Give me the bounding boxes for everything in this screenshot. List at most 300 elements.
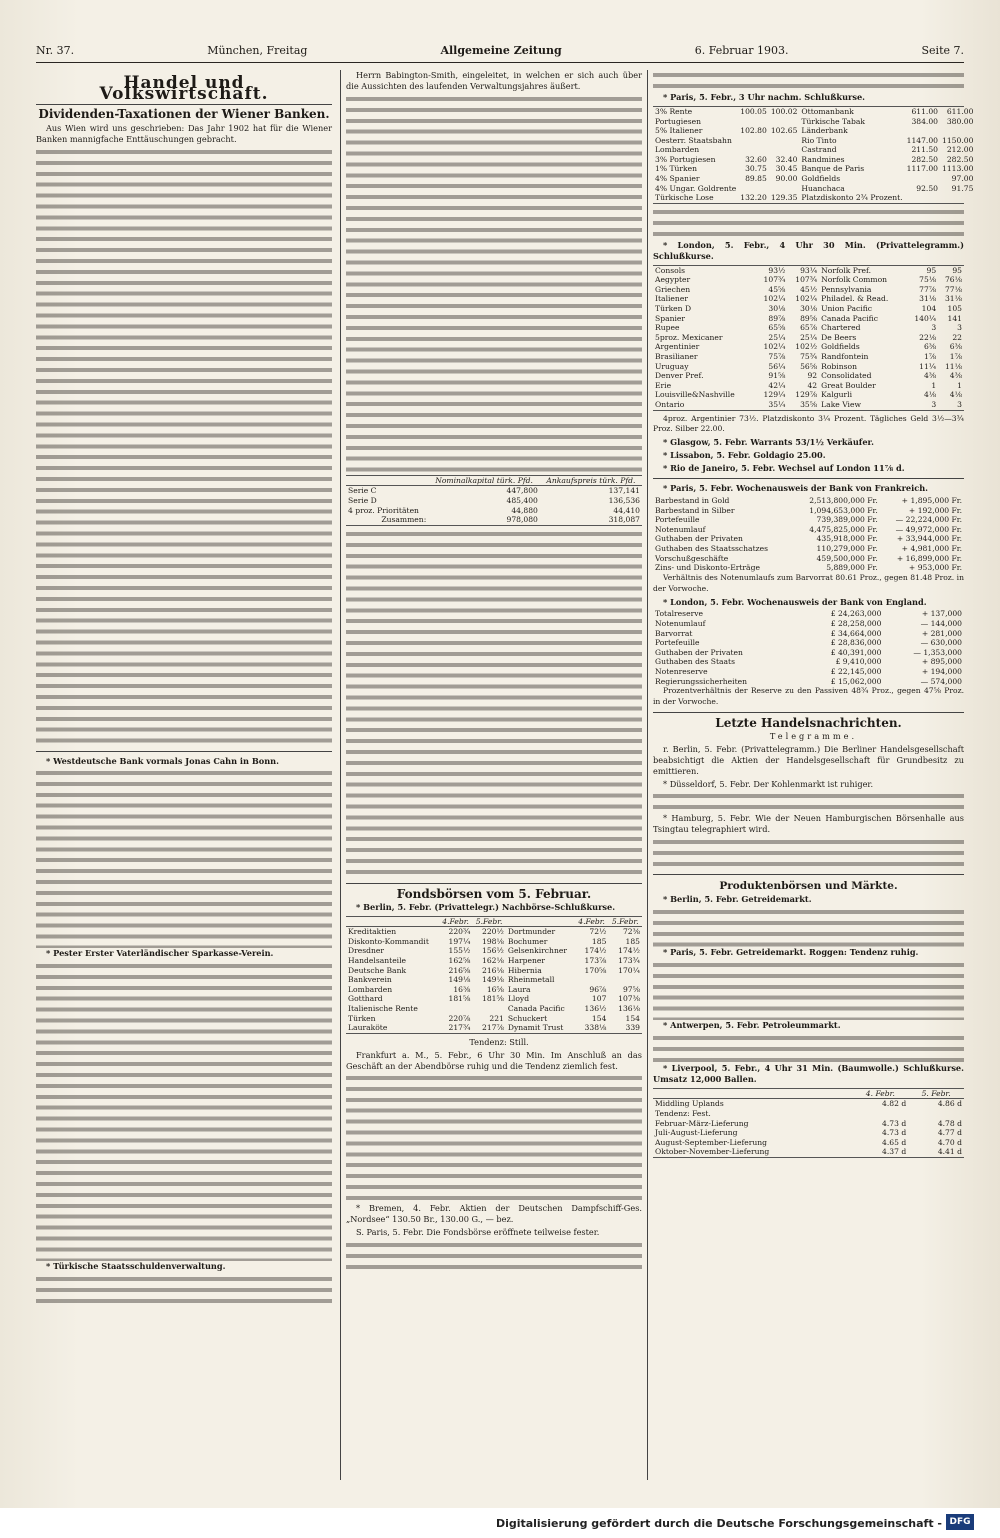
table-cell: Spanier: [655, 313, 686, 323]
table-cell: 42¼: [768, 380, 786, 390]
table-cell: + 895,000: [921, 657, 962, 667]
table-cell: Norfolk Pref.: [821, 265, 871, 275]
table-row: Zusammen: 978,080 318,087: [381, 515, 640, 525]
table-cell: Great Boulder: [821, 380, 876, 390]
table-cell: + 192,000 Fr.: [908, 505, 962, 515]
note-heading: * Westdeutsche Bank vormals Jonas Cahn in Bonn.: [46, 755, 279, 766]
table-cell: + 16,899,000 Fr.: [896, 553, 962, 563]
table-row: [653, 164, 975, 174]
table-cell: 95: [952, 265, 962, 275]
table-row: [653, 1109, 964, 1119]
table-cell: Canada Pacific: [507, 1003, 565, 1013]
table-cell: 4% Spanier: [655, 174, 700, 184]
table-cell: 4⅜: [923, 371, 937, 381]
table-cell: Dresdner: [348, 946, 384, 956]
table-cell: 435,918,000 Fr.: [816, 534, 878, 544]
paris-note: S. Paris, 5. Febr. Die Fondsbörse eröffnete teilweise fester.: [356, 1227, 600, 1238]
table-cell: 162⅛: [482, 955, 504, 965]
table-cell: 25¼: [800, 332, 818, 342]
table-cell: + 4,981,000 Fr.: [901, 543, 962, 553]
note-heading: * Türkische Staatsschuldenverwaltung.: [46, 1261, 226, 1272]
table-cell: 102¼: [795, 294, 818, 304]
paris-table: [653, 106, 974, 204]
table-cell: 3% Portugiesen: [655, 154, 716, 164]
table-cell: [738, 145, 769, 155]
table-cell: Canada Pacific: [821, 313, 878, 323]
table-cell: 149⅛: [482, 975, 504, 985]
table-cell: Aegypter: [655, 275, 691, 285]
table-cell: 56⅝: [800, 361, 818, 371]
table-header: 5. Febr.: [908, 1089, 964, 1099]
london-heading: * London, 5. Febr., 4 Uhr 30 Min. (Privattelegramm.) Schlußkurse.: [653, 239, 964, 261]
divider: [36, 751, 332, 752]
table-cell: — 144,000: [920, 619, 962, 629]
table-cell: 174½: [584, 946, 607, 956]
table-cell: Kalgurli: [821, 390, 852, 400]
table-cell: 93½: [768, 265, 786, 275]
rio-text: * Rio de Janeiro, 5. Febr. Wechsel auf London 11⅞ d.: [663, 463, 905, 474]
table-cell: 89⅞: [768, 313, 786, 323]
table-cell: Zins- und Diskonto-Erträge: [655, 563, 760, 573]
table-row: [653, 648, 964, 658]
table-row: [653, 563, 964, 573]
table-cell: 102.65: [770, 126, 798, 136]
table-cell: 132.20: [740, 193, 767, 203]
table-row: [653, 342, 964, 352]
table-cell: 129⅞: [795, 390, 818, 400]
table-cell: £ 34,664,000: [830, 628, 882, 638]
table-cell: [769, 145, 800, 155]
table-header: [346, 476, 428, 486]
bond-table: [346, 475, 642, 526]
table-cell: Dortmunder: [507, 927, 556, 937]
table-cell: August-September-Lieferung: [655, 1137, 768, 1147]
table-cell: Ottomanbank: [801, 106, 854, 116]
column-divider: [647, 70, 648, 1480]
table-row: [653, 362, 964, 372]
table-cell: 185: [625, 936, 640, 946]
berlin-grain: * Berlin, 5. Febr. Getreidemarkt.: [663, 894, 812, 905]
issue-number: Nr. 37.: [36, 44, 75, 57]
table-cell: 3: [931, 323, 937, 333]
hamburg-telegram: * Hamburg, 5. Febr. Wie der Neuen Hamburgischen Börsenhalle aus Tsingtau telegraphiert wird.: [653, 813, 964, 835]
table-cell: Türkische Tabak: [801, 116, 865, 126]
table-cell: 1,094,653,000 Fr.: [809, 505, 878, 515]
bank-london-footnote: Prozentverhältnis der Reserve zu den Passiven 48¾ Proz., gegen 47⅝ Proz. in der Vorwoche.: [653, 686, 964, 707]
article-body: [346, 1073, 642, 1203]
bremen-text: * Bremen, 4. Febr. Aktien der Deutschen Dampfschiff-Ges. „Nordsee“ 130.50 Br., 130.00 G., — bez.: [346, 1203, 642, 1225]
table-cell: Lauraköte: [348, 1023, 388, 1033]
table-cell: Guthaben des Staats: [655, 657, 736, 667]
table-cell: 181⅝: [482, 994, 504, 1004]
table-row: [653, 117, 975, 127]
table-cell: 384.00: [911, 116, 939, 126]
table-cell: Robinson: [821, 361, 857, 371]
article-body: [653, 207, 964, 240]
table-cell: 173⅞: [584, 955, 607, 965]
table-cell: 181⅝: [448, 994, 471, 1004]
page-number: Seite 7.: [921, 44, 964, 57]
table-row: [346, 994, 642, 1004]
divider: [653, 712, 964, 713]
table-cell: Gotthard: [348, 994, 383, 1004]
table-cell: De Beers: [821, 332, 857, 342]
frankfurt-text: Frankfurt a. M., 5. Febr., 6 Uhr 30 Min. Im Anschluß an das Geschäft an der Abendbörse ruhig und die Tendenz ziemlich fest.: [346, 1049, 642, 1071]
table-cell: 6⅜: [923, 342, 937, 352]
table-cell: Rheinmetall: [507, 975, 555, 985]
table-cell: Union Pacific: [821, 304, 873, 314]
table-cell: 4.82 d: [882, 1099, 907, 1109]
table-cell: 102.80: [740, 126, 767, 136]
table-cell: Februar-März-Lieferung: [655, 1118, 749, 1128]
table-cell: 91⅝: [768, 371, 786, 381]
table-cell: 105: [947, 304, 962, 314]
table-row: [346, 946, 642, 956]
table-cell: Guthaben der Privaten: [655, 534, 743, 544]
article-body: [346, 94, 642, 472]
table-cell: Bankverein: [348, 975, 392, 985]
table-row: [653, 667, 964, 677]
table-cell: 174½: [618, 946, 640, 956]
table-row: [653, 657, 964, 667]
table-row: [653, 107, 975, 117]
table-cell: Türken D: [655, 304, 692, 314]
london-footnote: 4proz. Argentinier 73½. Platzdiskonto 3¼ Prozent. Tägliches Geld 3½—3¾ Proz. Silber 22.00.: [653, 413, 964, 434]
table-row: [653, 400, 964, 410]
table-cell: 102¼: [763, 342, 786, 352]
table-cell: 154: [625, 1013, 640, 1023]
table-cell: 93¼: [800, 265, 818, 275]
cotton-table: [653, 1088, 964, 1158]
table-cell: £ 24,263,000: [830, 609, 882, 619]
divider: [653, 874, 964, 875]
header-rule: [36, 62, 964, 63]
table-cell: 217¾: [448, 1023, 471, 1033]
paris-heading: * Paris, 5. Febr., 3 Uhr nachm. Schlußkurse.: [663, 92, 866, 102]
bank-paris-footnote: Verhältnis des Notenumlaufs zum Barvorrat 80.61 Proz., gegen 81.48 Proz. in der Vorwoche.: [653, 572, 964, 593]
table-cell: 4.65 d: [882, 1137, 907, 1147]
table-row: [653, 352, 964, 362]
article-body: [346, 529, 642, 879]
table-cell: Handelsanteile: [348, 955, 407, 965]
products-title: Produktenbörsen und Märkte.: [719, 880, 898, 893]
table-cell: [472, 1004, 506, 1014]
table-cell: 102½: [795, 342, 818, 352]
duesseldorf-telegram: * Düsseldorf, 5. Febr. Der Kohlenmarkt ist ruhiger.: [663, 778, 874, 789]
table-cell: 22⅛: [919, 332, 937, 342]
table-cell: Guthaben der Privaten: [655, 647, 743, 657]
table-cell: Banque de Paris: [801, 164, 865, 174]
table-row: [653, 1119, 964, 1129]
table-cell: Länderbank: [801, 126, 848, 136]
table-row: [346, 975, 642, 985]
table-cell: 282.50: [911, 154, 939, 164]
table-cell: 32.40: [775, 154, 798, 164]
bank-paris-table: [653, 496, 964, 573]
table-row: [653, 544, 964, 554]
table-cell: 282.50: [946, 154, 974, 164]
note-body: [36, 1274, 332, 1308]
article-body: [653, 907, 964, 947]
table-row: Serie C 447,800 137,141: [348, 486, 640, 496]
london-table: [653, 265, 964, 411]
table-cell: 97⅝: [622, 984, 640, 994]
divider: [36, 104, 332, 105]
berlin-heading: * Berlin, 5. Febr. (Privattelegr.) Nachbörse-Schlußkurse.: [356, 901, 616, 912]
table-cell: 104: [921, 304, 937, 314]
dfg-logo: DFG: [946, 1514, 974, 1530]
table-cell: Bochumer: [507, 936, 548, 946]
article-body: [346, 1240, 642, 1270]
table-cell: £ 28,258,000: [830, 619, 882, 629]
table-cell: Dynamit Trust: [507, 1023, 564, 1033]
table-cell: 3: [957, 323, 962, 333]
table-cell: Portugiesen: [655, 116, 702, 126]
table-cell: 338⅛: [584, 1023, 607, 1033]
table-cell: 155½: [448, 946, 471, 956]
table-cell: Lloyd: [507, 994, 530, 1004]
table-header: 5.Febr.: [472, 917, 506, 927]
table-cell: Rio Tinto: [801, 135, 837, 145]
table-cell: 22: [952, 332, 962, 342]
issue-date: 6. Februar 1903.: [694, 44, 789, 57]
glasgow-text: * Glasgow, 5. Febr. Warrants 53/1½ Verkäufer.: [663, 437, 874, 448]
table-row: [653, 145, 975, 155]
table-cell: [905, 193, 940, 203]
column-2: [346, 70, 642, 1270]
table-cell: + 1,895,000 Fr.: [901, 496, 962, 505]
table-cell: 459,500,000 Fr.: [816, 553, 878, 563]
table-cell: 220¾: [448, 927, 471, 937]
table-cell: Middling Uplands: [655, 1099, 724, 1109]
table-row: [653, 174, 975, 184]
table-row: [653, 1099, 964, 1109]
table-row: [653, 323, 964, 333]
table-cell: 611.00: [946, 106, 974, 116]
table-cell: Chartered: [821, 323, 861, 333]
table-cell: + 137,000: [921, 609, 962, 619]
article-body: [653, 791, 964, 813]
table-cell: [769, 136, 800, 146]
table-row: [346, 956, 642, 966]
table-row: [653, 294, 964, 304]
table-row: [653, 314, 964, 324]
table-row: [653, 534, 964, 544]
table-cell: [769, 184, 800, 194]
table-cell: Rupee: [655, 323, 680, 333]
table-cell: 170¼: [618, 965, 640, 975]
table-header: 5.Febr.: [608, 917, 642, 927]
place-date: München, Freitag: [207, 44, 308, 57]
table-header: 4.Febr.: [439, 917, 473, 927]
table-header: Ankaufspreis türk. Pfd.: [540, 476, 642, 486]
table-cell: 96⅞: [589, 984, 607, 994]
table-cell: 211.50: [911, 145, 939, 155]
table-cell: 3: [931, 399, 937, 409]
table-cell: 216⅝: [448, 965, 471, 975]
table-cell: 100.02: [770, 106, 798, 116]
table-cell: 30.75: [745, 164, 767, 174]
table-cell: 4.70 d: [937, 1137, 962, 1147]
table-row: [346, 966, 642, 976]
table-cell: 212.00: [946, 145, 974, 155]
table-row: [653, 285, 964, 295]
table-cell: 56¼: [768, 361, 786, 371]
table-cell: 220⅞: [448, 1013, 471, 1023]
article-text: Aus Wien wird uns geschrieben: Das Jahr 1902 hat für die Wiener Banken mannigfache Enttäuschungen gebracht.: [36, 122, 332, 144]
table-cell: 5,889,000 Fr.: [826, 563, 878, 573]
column-3: [653, 70, 974, 1161]
table-cell: 216⅛: [482, 965, 504, 975]
table-row: [653, 184, 975, 194]
table-cell: Goldfields: [801, 174, 841, 184]
article-text: Herrn Babington-Smith, eingeleitet, in welchen er sich auch über die Aussichten des laufenden Verwaltungsjahres äußert.: [346, 70, 642, 91]
note-body: [36, 961, 332, 1261]
table-cell: 5% Italiener: [655, 126, 703, 136]
table-cell: 2,513,800,000 Fr.: [809, 496, 878, 505]
table-cell: 4.37 d: [882, 1147, 907, 1157]
table-header: 4.Febr.: [575, 917, 609, 927]
table-cell: Harpener: [507, 955, 546, 965]
table-cell: Lombarden: [655, 145, 700, 155]
bank-london-table: [653, 609, 964, 686]
table-cell: 75⅛: [919, 275, 937, 285]
table-cell: 170⅝: [584, 965, 607, 975]
table-cell: Ontario: [655, 399, 685, 409]
table-cell: + 281,000: [921, 628, 962, 638]
table-cell: 91.75: [951, 183, 974, 193]
table-row: [653, 506, 964, 516]
table-cell: — 49,972,000 Fr.: [895, 524, 962, 534]
table-row: [653, 381, 964, 391]
table-cell: + 953,000 Fr.: [908, 563, 962, 573]
table-cell: 3: [957, 399, 962, 409]
table-cell: Notenreserve: [655, 667, 708, 677]
column-1: [36, 70, 332, 1308]
table-cell: Türkische Lose: [655, 193, 714, 203]
table-cell: Philadel. & Read.: [821, 294, 889, 304]
table-row: [653, 609, 964, 619]
table-cell: 5proz. Mexicaner: [655, 332, 723, 342]
table-header: [346, 917, 439, 927]
table-cell: [738, 136, 769, 146]
table-cell: Griechen: [655, 284, 691, 294]
table-cell: 11¼: [919, 361, 937, 371]
table-cell: 4.41 d: [937, 1147, 962, 1157]
table-cell: Oesterr. Staatsbahn: [655, 135, 732, 145]
table-cell: 35⅝: [800, 399, 818, 409]
table-cell: 739,389,000 Fr.: [816, 515, 878, 525]
table-cell: Vorschußgeschäfte: [655, 553, 729, 563]
table-cell: Notenumlauf: [655, 619, 706, 629]
table-cell: 77⅞: [919, 284, 937, 294]
table-cell: 95: [926, 265, 937, 275]
berlin-telegram: r. Berlin, 5. Febr. (Privattelegramm.) Die Berliner Handelsgesellschaft beabsichtigt die Aktien der Handelsgesellschaft für Grundbesitz zu emittieren.: [653, 743, 964, 776]
table-cell: 1147.00: [906, 135, 939, 145]
note-body: [36, 768, 332, 948]
latest-title: Letzte Handelsnachrichten.: [715, 716, 902, 731]
table-header: [653, 1089, 852, 1099]
table-cell: 30⅛: [800, 304, 818, 314]
table-cell: Kreditaktien: [348, 927, 397, 937]
table-cell: [940, 193, 975, 203]
table-cell: 16⅝: [486, 984, 504, 994]
table-cell: 31⅛: [919, 294, 937, 304]
footer-credit: Digitalisierung gefördert durch die Deutsche Forschungsgemeinschaft -: [495, 1517, 942, 1530]
table-cell: Schuckert: [507, 1013, 548, 1023]
table-cell: Argentinier: [655, 342, 700, 352]
table-cell: 154: [591, 1013, 607, 1023]
table-cell: Castrand: [801, 145, 837, 155]
table-cell: 4⅛: [949, 390, 962, 400]
table-row: [653, 136, 975, 146]
table-cell: 90.00: [775, 174, 798, 184]
table-row: [653, 525, 964, 535]
table-row: [346, 927, 642, 937]
table-row: [653, 193, 975, 203]
table-cell: 185: [591, 936, 607, 946]
table-cell: Goldfields: [821, 342, 860, 352]
table-cell: 75⅞: [768, 352, 786, 361]
table-cell: Barvorrat: [655, 628, 693, 638]
table-cell: Italiener: [655, 294, 688, 304]
table-row: [653, 496, 964, 506]
table-cell: 30⅛: [768, 304, 786, 314]
table-cell: 4⅜: [949, 371, 962, 381]
table-row: [346, 937, 642, 947]
table-cell: 1⅞: [923, 352, 937, 361]
table-row: [653, 619, 964, 629]
divider: [653, 478, 964, 479]
table-cell: 173¾: [618, 955, 640, 965]
table-cell: Barbestand in Silber: [655, 505, 735, 515]
table-cell: 129.35: [770, 193, 798, 203]
table-cell: 89⅝: [800, 313, 818, 323]
table-cell: 25¼: [768, 332, 786, 342]
table-cell: 4.77 d: [937, 1128, 962, 1138]
table-cell: Deutsche Bank: [348, 965, 407, 975]
table-cell: 136⅛: [618, 1003, 640, 1013]
table-cell: 102¼: [763, 294, 786, 304]
table-cell: 72⅜: [622, 927, 640, 937]
fonds-title: Fondsbörsen vom 5. Februar.: [396, 886, 592, 901]
table-row: [653, 515, 964, 525]
table-cell: Huanchaca: [801, 183, 845, 193]
table-cell: 30.45: [775, 164, 798, 174]
article-body: [653, 960, 964, 1020]
table-row: [653, 554, 964, 564]
table-cell: Regierungssicherheiten: [655, 676, 748, 686]
table-cell: Diskonto-Kommandit: [348, 936, 429, 946]
table-cell: Guthaben des Staatsschatzes: [655, 543, 769, 553]
table-cell: Consolidated: [821, 371, 872, 381]
table-cell: Lombarden: [348, 984, 393, 994]
table-cell: [439, 1004, 473, 1014]
table-cell: Norfolk Common: [821, 275, 888, 285]
section-title: Handel und Volkswirtschaft.: [99, 73, 269, 104]
bank-paris-heading: * Paris, 5. Febr. Wochenausweis der Bank von Frankreich.: [663, 483, 929, 494]
table-cell: 72½: [589, 927, 607, 937]
table-cell: 97.00: [951, 174, 974, 184]
table-cell: 1: [957, 380, 962, 390]
table-row: 4 proz. Prioritäten 44,880 44,410: [348, 505, 640, 515]
telegrams-label: Telegramme.: [769, 730, 858, 741]
table-cell: 89.85: [745, 174, 767, 184]
table-cell: 92.50: [916, 183, 939, 193]
table-cell: Hibernia: [507, 965, 542, 975]
table-cell: 149⅛: [448, 975, 471, 985]
page-header: [36, 44, 964, 62]
